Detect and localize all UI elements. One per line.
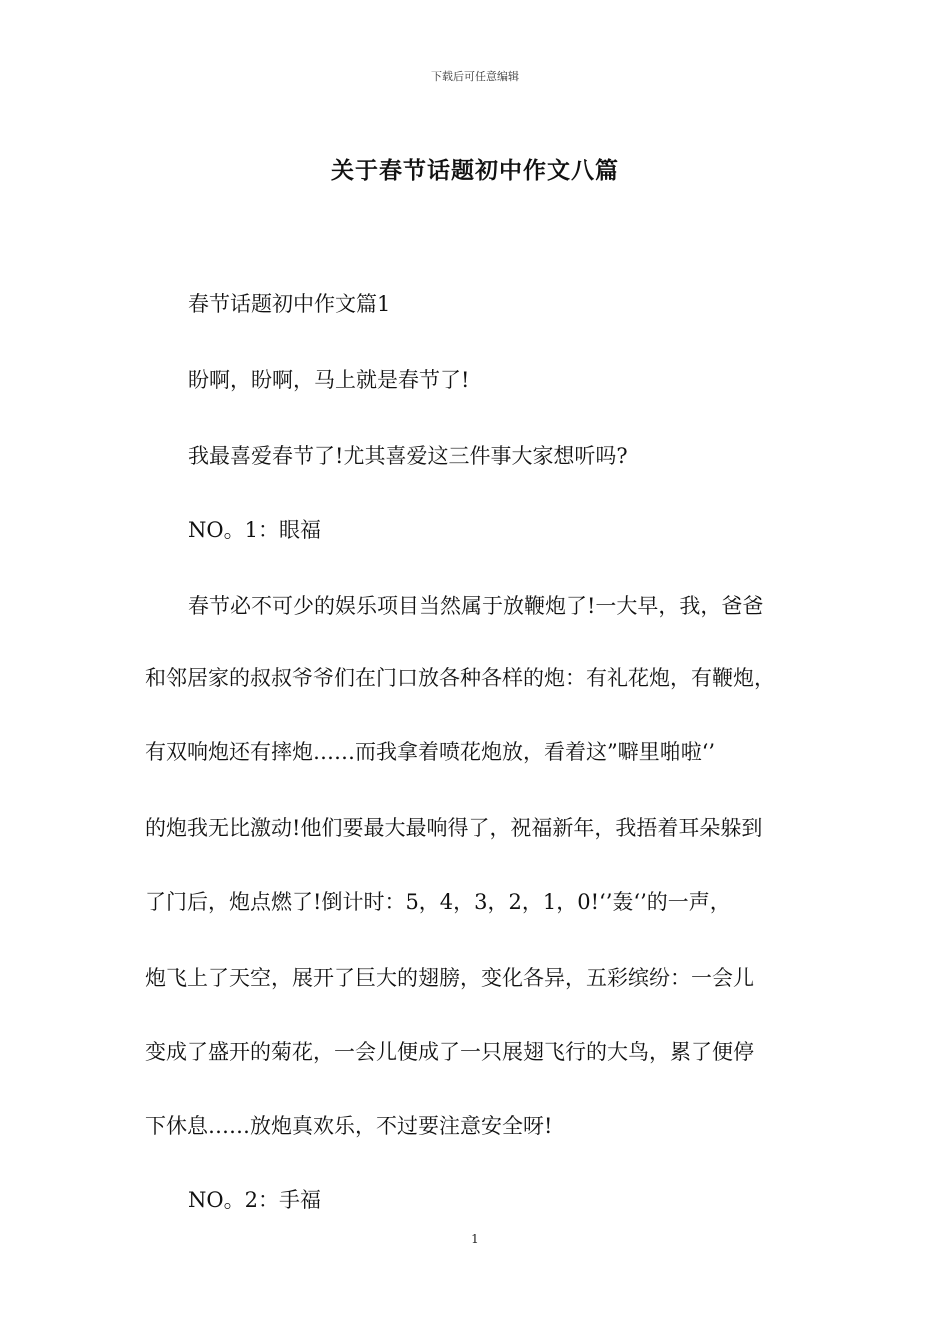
subheading-line: NO。2：手福 (188, 1188, 321, 1212)
paragraph-line: 有双响炮还有摔炮……而我拿着喷花炮放，看着这”噼里啪啦‘’ (145, 740, 716, 764)
section-heading: 春节话题初中作文篇1 (188, 292, 391, 316)
subheading-line: NO。1：眼福 (188, 518, 321, 542)
paragraph-line: 炮飞上了天空，展开了巨大的翅膀，变化各异，五彩缤纷：一会儿 (145, 966, 754, 990)
paragraph-line: 春节必不可少的娱乐项目当然属于放鞭炮了!一大早，我，爸爸 (188, 594, 764, 618)
document-title: 关于春节话题初中作文八篇 (331, 157, 619, 184)
page-number: 1 (471, 1232, 479, 1246)
header-note: 下载后可任意编辑 (431, 70, 519, 83)
paragraph-line: 我最喜爱春节了!尤其喜爱这三件事大家想听吗? (188, 444, 628, 468)
paragraph-line: 和邻居家的叔叔爷爷们在门口放各种各样的炮：有礼花炮，有鞭炮， (145, 666, 775, 690)
paragraph-line: 变成了盛开的菊花，一会儿便成了一只展翅飞行的大鸟，累了便停 (145, 1040, 754, 1064)
paragraph-line: 的炮我无比激动!他们要最大最响得了，祝福新年，我捂着耳朵躲到 (145, 816, 763, 840)
paragraph-line: 下休息……放炮真欢乐，不过要注意安全呀! (145, 1114, 553, 1138)
paragraph-line: 盼啊，盼啊，马上就是春节了! (188, 368, 470, 392)
paragraph-line: 了门后，炮点燃了!倒计时：5，4，3，2，1，0!‘’轰‘’的一声， (145, 890, 731, 914)
